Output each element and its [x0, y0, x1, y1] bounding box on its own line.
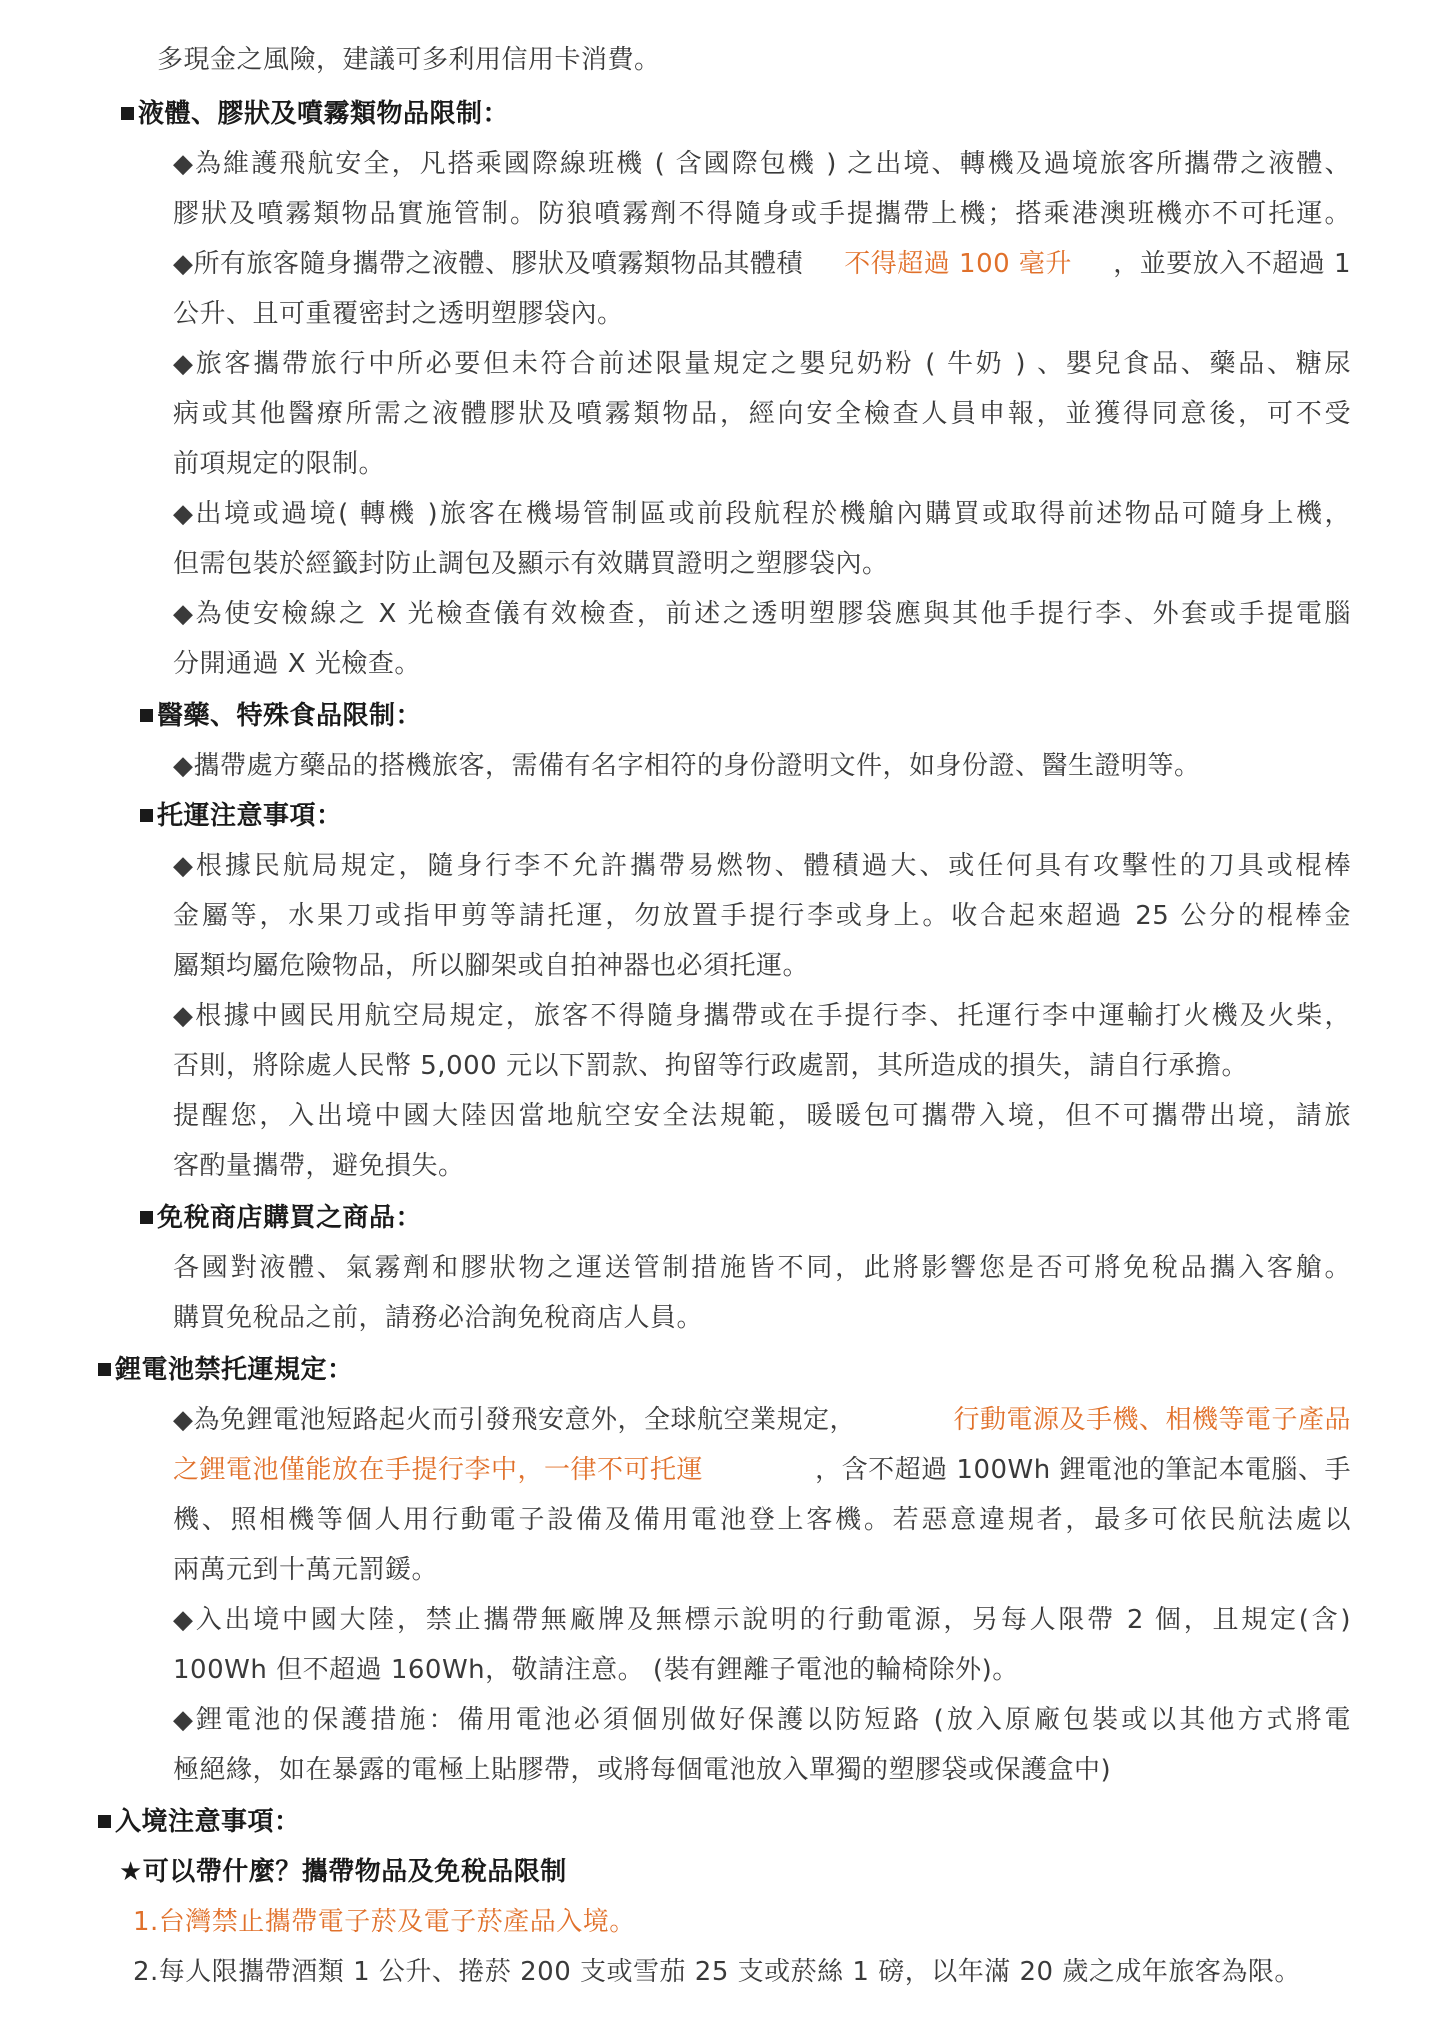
text-line: 前項規定的限制。: [173, 449, 386, 479]
text-line: 極絕緣，如在暴露的電極上貼膠帶，或將每個電池放入單獨的塑膠袋或保護盒中): [173, 1755, 1112, 1785]
text-segment: ◆所有旅客隨身攜帶之液體、膠狀及噴霧類物品其體積: [173, 249, 803, 279]
text-line: ◆旅客攜帶旅行中所必要但未符合前述限量規定之嬰兒奶粉 ( 牛奶 ) 、嬰兒食品、藥品、糖尿: [173, 349, 1351, 379]
square-bullet-icon: [121, 107, 134, 120]
heading-lithium-battery-text: 鋰電池禁托運規定：: [115, 1355, 354, 1385]
square-bullet-icon: [140, 709, 153, 722]
text-segment: ◆為免鋰電池短路起火而引發飛安意外，全球航空業規定，: [173, 1405, 856, 1435]
text-line: ◆攜帶處方藥品的搭機旅客，需備有名字相符的身份證明文件，如身份證、醫生證明等。: [173, 751, 1201, 781]
heading-duty-free: [140, 1200, 422, 1236]
text-line: 機、照相機等個人用行動電子設備及備用電池登上客機。若惡意違規者，最多可依民航法處以: [173, 1505, 1351, 1535]
text-line: 公升、且可重覆密封之透明塑膠袋內。: [173, 299, 624, 329]
square-bullet-icon: [98, 1363, 111, 1376]
heading-entry: [98, 1804, 301, 1840]
text-line-battery-rule: [173, 1402, 1351, 1438]
text-line: 各國對液體、氣霧劑和膠狀物之運送管制措施皆不同，此將影響您是否可將免稅品攜入客艙。: [173, 1253, 1351, 1283]
highlight-text: 行動電源及手機、相機等電子產品: [953, 1405, 1351, 1435]
text-line: 分開通過 X 光檢查。: [173, 649, 421, 679]
text-line: ◆根據民航局規定，隨身行李不允許攜帶易燃物、體積過大、或任何具有攻擊性的刀具或棍棒: [173, 851, 1351, 881]
text-line: 兩萬元到十萬元罰鍰。: [173, 1555, 439, 1585]
heading-entry-text: 入境注意事項：: [115, 1807, 301, 1837]
heading-duty-free-text: 免稅商店購買之商品：: [157, 1203, 423, 1233]
text-line: 提醒您，入出境中國大陸因當地航空安全法規範，暖暖包可攜帶入境，但不可攜帶出境，請旅: [173, 1101, 1351, 1131]
text-line: 客酌量攜帶，避免損失。: [173, 1151, 465, 1181]
text-line-volume-limit: [173, 246, 1351, 282]
text-line: 否則，將除處人民幣 5,000 元以下罰款、拘留等行政處罰，其所造成的損失，請自行承擔。: [173, 1051, 1248, 1081]
text-line: 屬類均屬危險物品，所以腳架或自拍神器也必須托運。: [173, 951, 810, 981]
text-line: ◆為維護飛航安全，凡搭乘國際線班機 ( 含國際包機 ) 之出境、轉機及過境旅客所攜帶之液體、: [173, 149, 1351, 179]
text-segment: ，並要放入不超過 1: [1113, 249, 1351, 279]
square-bullet-icon: [140, 1211, 153, 1224]
subheading-items-allowed: ★可以帶什麼？攜帶物品及免稅品限制: [119, 1857, 567, 1887]
text-line: ◆為使安檢線之 X 光檢查儀有效檢查，前述之透明塑膠袋應與其他手提行李、外套或手提電腦: [173, 599, 1351, 629]
heading-liquid-text: 液體、膠狀及噴霧類物品限制：: [138, 99, 510, 129]
square-bullet-icon: [98, 1815, 111, 1828]
heading-liquid: [121, 96, 509, 132]
text-line: 病或其他醫療所需之液體膠狀及噴霧類物品，經向安全檢查人員申報，並獲得同意後，可不受: [173, 399, 1351, 429]
text-line: ◆出境或過境( 轉機 )旅客在機場管制區或前段航程於機艙內購買或取得前述物品可隨身上機，: [173, 499, 1351, 529]
list-item-e-cigarette: 1.台灣禁止攜帶電子菸及電子菸產品入境。: [133, 1907, 636, 1937]
text-line: 100Wh 但不超過 160Wh，敬請注意。 (裝有鋰離子電池的輪椅除外)。: [173, 1655, 1019, 1685]
heading-lithium-battery: [98, 1352, 354, 1388]
heading-medicine-text: 醫藥、特殊食品限制：: [157, 701, 423, 731]
text-line: ◆入出境中國大陸，禁止攜帶無廠牌及無標示說明的行動電源，另每人限帶 2 個，且規定(含): [173, 1605, 1351, 1635]
text-line: 膠狀及噴霧類物品實施管制。防狼噴霧劑不得隨身或手提攜帶上機；搭乘港澳班機亦不可托運。: [173, 199, 1351, 229]
heading-checked-baggage-text: 托運注意事項：: [157, 801, 343, 831]
text-line-cash: 多現金之風險，建議可多利用信用卡消費。: [157, 45, 661, 75]
highlight-text: 不得超過 100 毫升: [844, 249, 1072, 279]
text-line: ◆根據中國民用航空局規定，旅客不得隨身攜帶或在手提行李、托運行李中運輸打火機及火柴，: [173, 1001, 1351, 1031]
text-segment: ，含不超過 100Wh 鋰電池的筆記本電腦、手: [815, 1455, 1351, 1485]
text-line: ◆鋰電池的保護措施：備用電池必須個別做好保護以防短路 (放入原廠包裝或以其他方式將電: [173, 1705, 1351, 1735]
text-line-battery-rule-2: [173, 1452, 1351, 1488]
highlight-text: 之鋰電池僅能放在手提行李中，一律不可托運: [173, 1455, 704, 1485]
heading-medicine: [140, 698, 422, 734]
square-bullet-icon: [140, 809, 153, 822]
text-line: 購買免稅品之前，請務必洽詢免稅商店人員。: [173, 1303, 704, 1333]
heading-checked-baggage: [140, 798, 343, 834]
text-line: 但需包裝於經籤封防止調包及顯示有效購買證明之塑膠袋內。: [173, 549, 889, 579]
text-line: 金屬等，水果刀或指甲剪等請托運，勿放置手提行李或身上。收合起來超過 25 公分的棍棒金: [173, 901, 1351, 931]
list-item-alcohol-tobacco: 2.每人限攜帶酒類 1 公升、捲菸 200 支或雪茄 25 支或菸絲 1 磅，以年滿 20 歲之成年旅客為限。: [133, 1957, 1301, 1987]
